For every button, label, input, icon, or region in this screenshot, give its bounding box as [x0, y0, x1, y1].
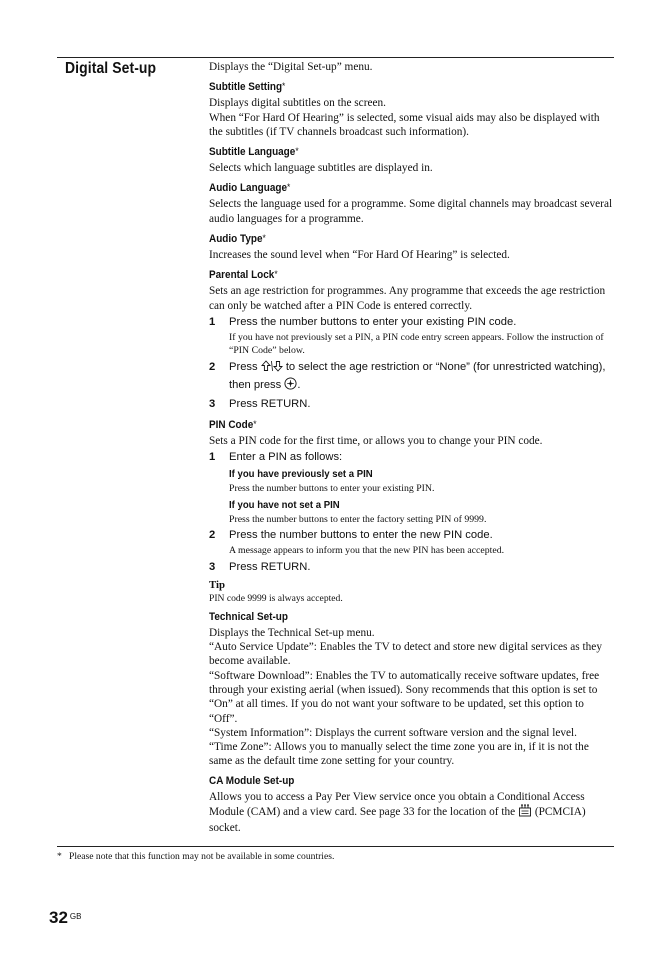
technical-setup-line: “System Information”: Displays the current software version and the signal level.	[209, 726, 577, 739]
step-text: Press to select the age restriction or “None” (for unrestricted watching), then press .	[229, 360, 614, 395]
technical-setup-line: Displays the Technical Set-up menu.	[209, 626, 375, 639]
parental-lock-step-3	[209, 397, 614, 412]
technical-setup-heading: Technical Set-up	[209, 610, 288, 623]
subtitle-setting-line: When “For Hard Of Hearing” is selected, some visual aids may also be displayed with the subtitles (if TV channels broadcast such information).	[209, 111, 600, 138]
technical-setup-line: “Time Zone”: Allows you to manually select the time zone you are in, if it is not the same as the default time zone setting for your country.	[209, 741, 589, 768]
parental-lock-text: Sets an age restriction for programmes. Any programme that exceeds the age restriction can only be watched after a PIN Code is entered correctly.	[209, 285, 606, 312]
tip-heading: Tip	[209, 578, 226, 591]
parental-lock-step-1	[209, 315, 614, 330]
pin-code-step-3	[209, 560, 614, 575]
technical-setup-line: “Software Download”: Enables the TV to automatically receive software updates, free through your existing aerial (when issued). Sony recommends that this option is set to “On” at all times. If you do not want your software to be updated, set this option to “Off”.	[209, 669, 600, 725]
page-number: 32 $^{GB}$	[49, 908, 82, 927]
pin-case-text: Press the number buttons to enter the factory setting PIN of 9999.	[229, 513, 487, 525]
subtitle-setting-heading: Subtitle Setting*	[209, 81, 286, 94]
step-note: A message appears to inform you that the new PIN has been accepted.	[229, 545, 505, 557]
tip-text: PIN code 9999 is always accepted.	[209, 592, 343, 604]
pcmcia-slot-icon	[518, 804, 532, 821]
pin-code-step-1	[209, 450, 614, 465]
step-number: 3	[209, 560, 216, 573]
footnote	[57, 850, 334, 863]
section-title: Digital Set-up	[65, 60, 157, 77]
step-text: Press the number buttons to enter your existing PIN code.	[229, 315, 517, 328]
step-text: Press RETURN.	[229, 560, 311, 573]
ca-module-heading: CA Module Set-up	[209, 774, 295, 787]
parental-lock-step-2	[209, 360, 614, 395]
step-text: Enter a PIN as follows:	[229, 451, 343, 464]
region-code: GB	[69, 912, 82, 921]
step-number: 2	[209, 360, 216, 373]
parental-lock-heading: Parental Lock*	[209, 269, 278, 282]
subtitle-setting-line: Displays digital subtitles on the screen.	[209, 97, 386, 110]
ca-module-text: Allows you to access a Pay Per View service once you obtain a Conditional Access Module (CAM) and a view card. See page 33 for the location of the (PCMCIA) socket.	[209, 790, 586, 835]
step-number: 1	[209, 451, 216, 464]
pin-code-heading: PIN Code*	[209, 418, 257, 431]
pin-code-text: Sets a PIN code for the first time, or allows you to change your PIN code.	[209, 434, 543, 447]
audio-language-text: Selects the language used for a programme. Some digital channels may broadcast several audio languages for a programme.	[209, 198, 613, 225]
step-number: 2	[209, 529, 216, 542]
pin-case-heading: If you have previously set a PIN	[229, 469, 373, 481]
audio-type-heading: Audio Type*	[209, 233, 266, 246]
pin-case-heading: If you have not set a PIN	[229, 499, 340, 511]
pin-case-text: Press the number buttons to enter your existing PIN.	[229, 483, 435, 495]
step-note: If you have not previously set a PIN, a PIN code entry screen appears. Follow the instruction of “PIN Code” below.	[229, 331, 604, 357]
audio-type-text: Increases the sound level when “For Hard Of Hearing” is selected.	[209, 249, 510, 262]
technical-setup-line: “Auto Service Update”: Enables the TV to detect and store new digital services as they become available.	[209, 641, 602, 668]
pin-code-step-2	[209, 528, 614, 543]
up-down-arrows-icon	[261, 360, 283, 377]
step-number: 3	[209, 397, 216, 410]
step-text: Press RETURN.	[229, 397, 311, 410]
footnote-rule	[57, 846, 614, 847]
footnote-mark: *	[57, 851, 62, 862]
step-text: Press the number buttons to enter the new PIN code.	[229, 529, 493, 542]
intro-text: Displays the “Digital Set-up” menu.	[209, 61, 373, 73]
subtitle-language-heading: Subtitle Language*	[209, 146, 299, 159]
top-rule	[57, 57, 614, 58]
step-number: 1	[209, 315, 216, 328]
footnote-text: Please note that this function may not be available in some countries.	[69, 851, 335, 862]
ok-button-icon	[284, 377, 297, 395]
audio-language-heading: Audio Language*	[209, 182, 291, 195]
subtitle-language-text: Selects which language subtitles are displayed in.	[209, 162, 433, 175]
content-column	[209, 60, 614, 836]
